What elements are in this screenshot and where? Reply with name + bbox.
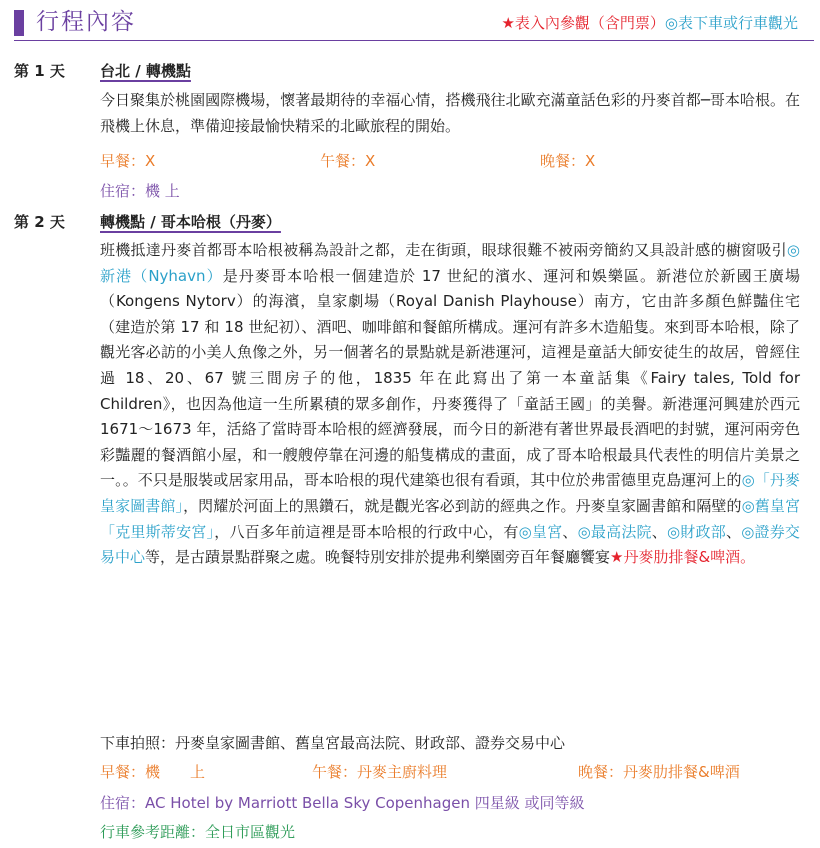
- separator: 、: [651, 522, 667, 541]
- day-1-hotel: 住宿：機 上: [100, 182, 180, 200]
- separator: 、: [725, 522, 742, 541]
- day-2-hotel: 住宿：AC Hotel by Marriott Bella Sky Copenhagen 四星級 或同等級: [100, 794, 585, 812]
- spot-christiansborg: ◎舊皇宮「克里斯蒂安宮」: [100, 496, 800, 541]
- legend-star: ★表入內參觀（含門票）: [501, 14, 665, 32]
- spot-palace: ◎皇宮: [518, 522, 563, 541]
- spot-finance-ministry: ◎財政部: [667, 522, 726, 541]
- day-2-text-2: 是丹麥哥本哈根一個建造於 17 世紀的濱水、運河和娛樂區。新港位於新國王廣場（Kongens Nytorv）的海濱，皇家劇場（Royal Danish Playhouse）南方，它由許多顏色鮮豔住宅（建造於第 17 和 18 世紀初）、酒吧、咖啡館和餐館所構成。運河有許多木造船隻。來到哥本哈根，除了觀光客必訪的小美人魚像之外，另一個著名的景點就是新港運河，這裡是童話大師安徒生的故居，曾經住過 18、20、67 號三間房子的他，1835 年在此寫出了第一本童話集《Fairy tales, Told for Children》，也因為他這一生所累積的眾多創作，丹麥獲得了「童話王國」的美譽。新港運河興建於西元 1671～1673 年，活絡了當時哥本哈根的經濟發展，而今日的新港有著世界最長酒吧的封號，運河兩旁色彩豔麗的餐酒館小屋，和一艘艘停靠在河邊的船隻構成的畫面，成了哥本哈根最具代表性的明信片美景之一。。不只是服裝或居家用品，哥本哈根的現代建築也很有看頭，其中位於弗雷德里克島運河上的: [100, 266, 800, 490]
- day-2-photo-stop: 下車拍照：丹麥皇家圖書館、舊皇宮最高法院、財政部、證券交易中心: [100, 734, 566, 752]
- day-2-distance: 行車參考距離：全日市區觀光: [100, 823, 296, 841]
- day-2-text-1: 班機抵達丹麥首都哥本哈根被稱為設計之都，走在街頭，眼球很難不被兩旁簡約又具設計感的櫥窗吸引: [100, 241, 787, 259]
- day-1-breakfast: 早餐：X: [100, 152, 156, 170]
- day-2-lunch: 午餐：丹麥主廚料理: [312, 763, 448, 781]
- day-1-dinner: 晚餐：X: [540, 152, 596, 170]
- day-2-label: 第 2 天: [14, 213, 65, 231]
- day-2-title: 轉機點 / 哥本哈根（丹麥）: [100, 213, 281, 231]
- separator: 、: [562, 522, 578, 541]
- day-2-breakfast: 早餐：機 上: [100, 763, 206, 781]
- page-title: 行程內容: [36, 9, 136, 35]
- header-accent-bar: [14, 10, 24, 36]
- day-2-text-5: 等，是古蹟景點群聚之處。晚餐特別安排於提弗利樂園旁百年餐廳饗宴: [145, 548, 611, 567]
- day-2-description: [100, 238, 800, 571]
- spot-supreme-court: ◎最高法院: [577, 522, 652, 541]
- day-2-text-3: ，閃耀於河面上的黑鑽石，就是觀光客必到訪的經典之作。丹麥皇家圖書館和隔壁的: [183, 496, 742, 515]
- day-2-text-4: ，八百多年前這裡是哥本哈根的行政中心，有: [214, 522, 519, 541]
- day-1-lunch: 午餐：X: [320, 152, 376, 170]
- day-1-description: 今日聚集於桃園國際機場，懷著最期待的幸福心情，搭機飛往北歐充滿童話色彩的丹麥首都─哥本哈根。在飛機上休息，準備迎接最愉快精采的北歐旅程的開始。: [100, 91, 800, 135]
- special-dinner: ★丹麥肋排餐&啤酒。: [610, 548, 756, 567]
- legend-circle: ◎表下車或行車觀光: [664, 14, 798, 32]
- legend: [501, 13, 798, 33]
- day-2-dinner: 晚餐：丹麥肋排餐&啤酒: [578, 763, 740, 781]
- spot-stock-exchange: ◎證券交易中心: [100, 522, 800, 567]
- day-1-title: 台北 / 轉機點: [100, 62, 191, 80]
- section-header: [14, 6, 814, 41]
- spot-royal-library: ◎「丹麥皇家圖書館」: [100, 471, 800, 515]
- day-1-label: 第 1 天: [14, 62, 65, 80]
- spot-nyhavn: ◎新港（Nyhavn）: [100, 241, 800, 285]
